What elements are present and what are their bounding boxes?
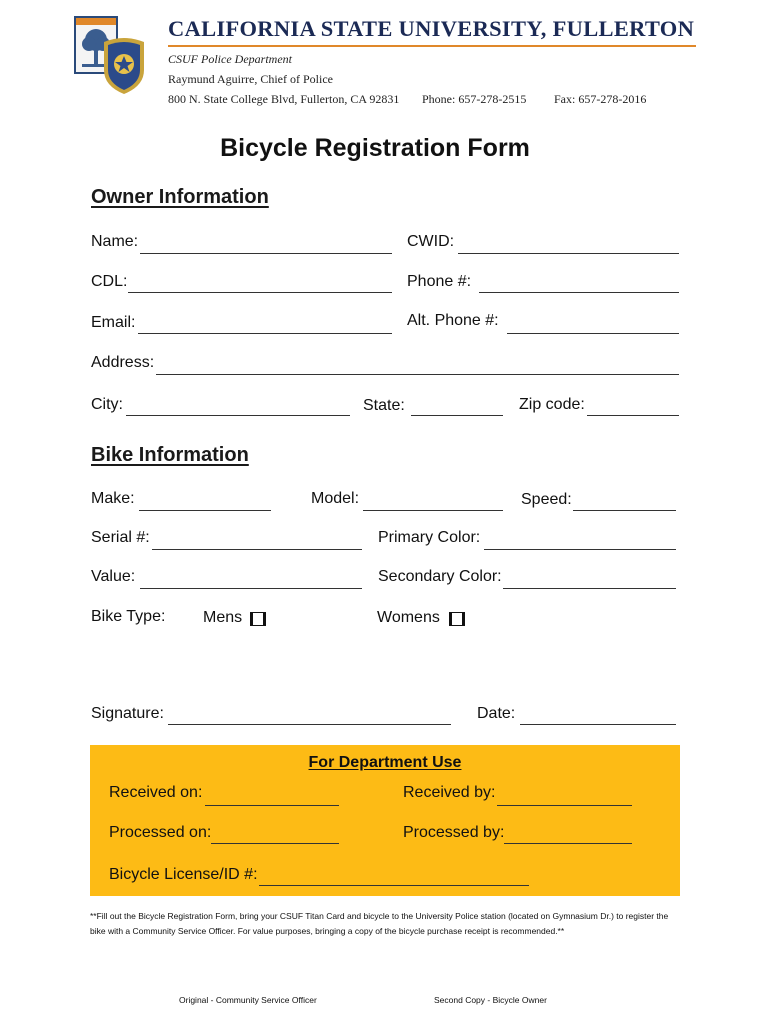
department-fax: Fax: 657-278-2016 — [554, 92, 647, 106]
signature-field[interactable] — [168, 724, 451, 725]
footer-second-copy: Second Copy - Bicycle Owner — [434, 995, 547, 1005]
alt-phone-label: Alt. Phone #: — [407, 312, 499, 329]
email-field[interactable] — [138, 333, 392, 334]
bike-information-heading: Bike Information — [91, 444, 249, 466]
cdl-label: CDL: — [91, 273, 128, 290]
make-field[interactable] — [139, 510, 271, 511]
department-address: 800 N. State College Blvd, Fullerton, CA 92831 — [168, 92, 400, 106]
bike-type-label: Bike Type: — [91, 608, 166, 625]
primary-color-field[interactable] — [484, 549, 676, 550]
name-field[interactable] — [140, 253, 392, 254]
university-name: CALIFORNIA STATE UNIVERSITY, FULLERTON — [168, 16, 695, 41]
cwid-field[interactable] — [458, 253, 679, 254]
phone-label: Phone #: — [407, 273, 472, 290]
secondary-color-field[interactable] — [503, 588, 676, 589]
police-badge-icon — [100, 36, 148, 96]
speed-label: Speed: — [521, 491, 572, 508]
received-on-label: Received on: — [109, 784, 203, 801]
address-label: Address: — [91, 354, 155, 371]
speed-field[interactable] — [573, 510, 676, 511]
model-label: Model: — [311, 490, 360, 507]
state-label: State: — [363, 397, 405, 414]
cdl-field[interactable] — [128, 292, 392, 293]
value-label: Value: — [91, 568, 136, 585]
processed-by-label: Processed by: — [403, 824, 505, 841]
mens-checkbox[interactable] — [250, 612, 266, 626]
signature-label: Signature: — [91, 705, 164, 722]
processed-by-field[interactable] — [504, 843, 632, 844]
phone-field[interactable] — [479, 292, 679, 293]
primary-color-label: Primary Color: — [378, 529, 481, 546]
make-label: Make: — [91, 490, 135, 507]
alt-phone-field[interactable] — [507, 333, 679, 334]
womens-checkbox[interactable] — [449, 612, 465, 626]
received-on-field[interactable] — [205, 805, 339, 806]
header-rule — [168, 45, 696, 47]
email-label: Email: — [91, 314, 136, 331]
bicycle-license-field[interactable] — [259, 885, 529, 886]
department-name: CSUF Police Department — [168, 52, 292, 66]
serial-label: Serial #: — [91, 529, 150, 546]
date-label: Date: — [477, 705, 516, 722]
bicycle-license-label: Bicycle License/ID #: — [109, 866, 258, 883]
state-field[interactable] — [411, 415, 503, 416]
city-field[interactable] — [126, 415, 350, 416]
instructions-note: **Fill out the Bicycle Registration Form, bring your CSUF Titan Card and bicycle to the University Police station (located on Gymnasium Dr.) to register the bike with a Community Service Officer. For value purposes, bringing a copy of the bicycle purchase receipt is recommended.** — [90, 911, 669, 936]
secondary-color-label: Secondary Color: — [378, 568, 502, 585]
processed-on-field[interactable] — [211, 843, 339, 844]
city-label: City: — [91, 396, 123, 413]
owner-information-heading: Owner Information — [91, 186, 269, 208]
received-by-field[interactable] — [497, 805, 632, 806]
cwid-label: CWID: — [407, 233, 455, 250]
chief-of-police: Raymund Aguirre, Chief of Police — [168, 72, 333, 86]
womens-label: Womens — [377, 609, 440, 626]
zip-label: Zip code: — [519, 396, 585, 413]
department-use-heading: For Department Use — [308, 754, 462, 771]
date-field[interactable] — [520, 724, 676, 725]
model-field[interactable] — [363, 510, 503, 511]
received-by-label: Received by: — [403, 784, 496, 801]
department-phone: Phone: 657-278-2515 — [422, 92, 527, 106]
serial-field[interactable] — [152, 549, 362, 550]
name-label: Name: — [91, 233, 139, 250]
processed-on-label: Processed on: — [109, 824, 212, 841]
form-title: Bicycle Registration Form — [220, 134, 530, 162]
mens-label: Mens — [203, 609, 243, 626]
footer-original-copy: Original - Community Service Officer — [179, 995, 317, 1005]
value-field[interactable] — [140, 588, 362, 589]
zip-field[interactable] — [587, 415, 679, 416]
address-field[interactable] — [156, 374, 679, 375]
